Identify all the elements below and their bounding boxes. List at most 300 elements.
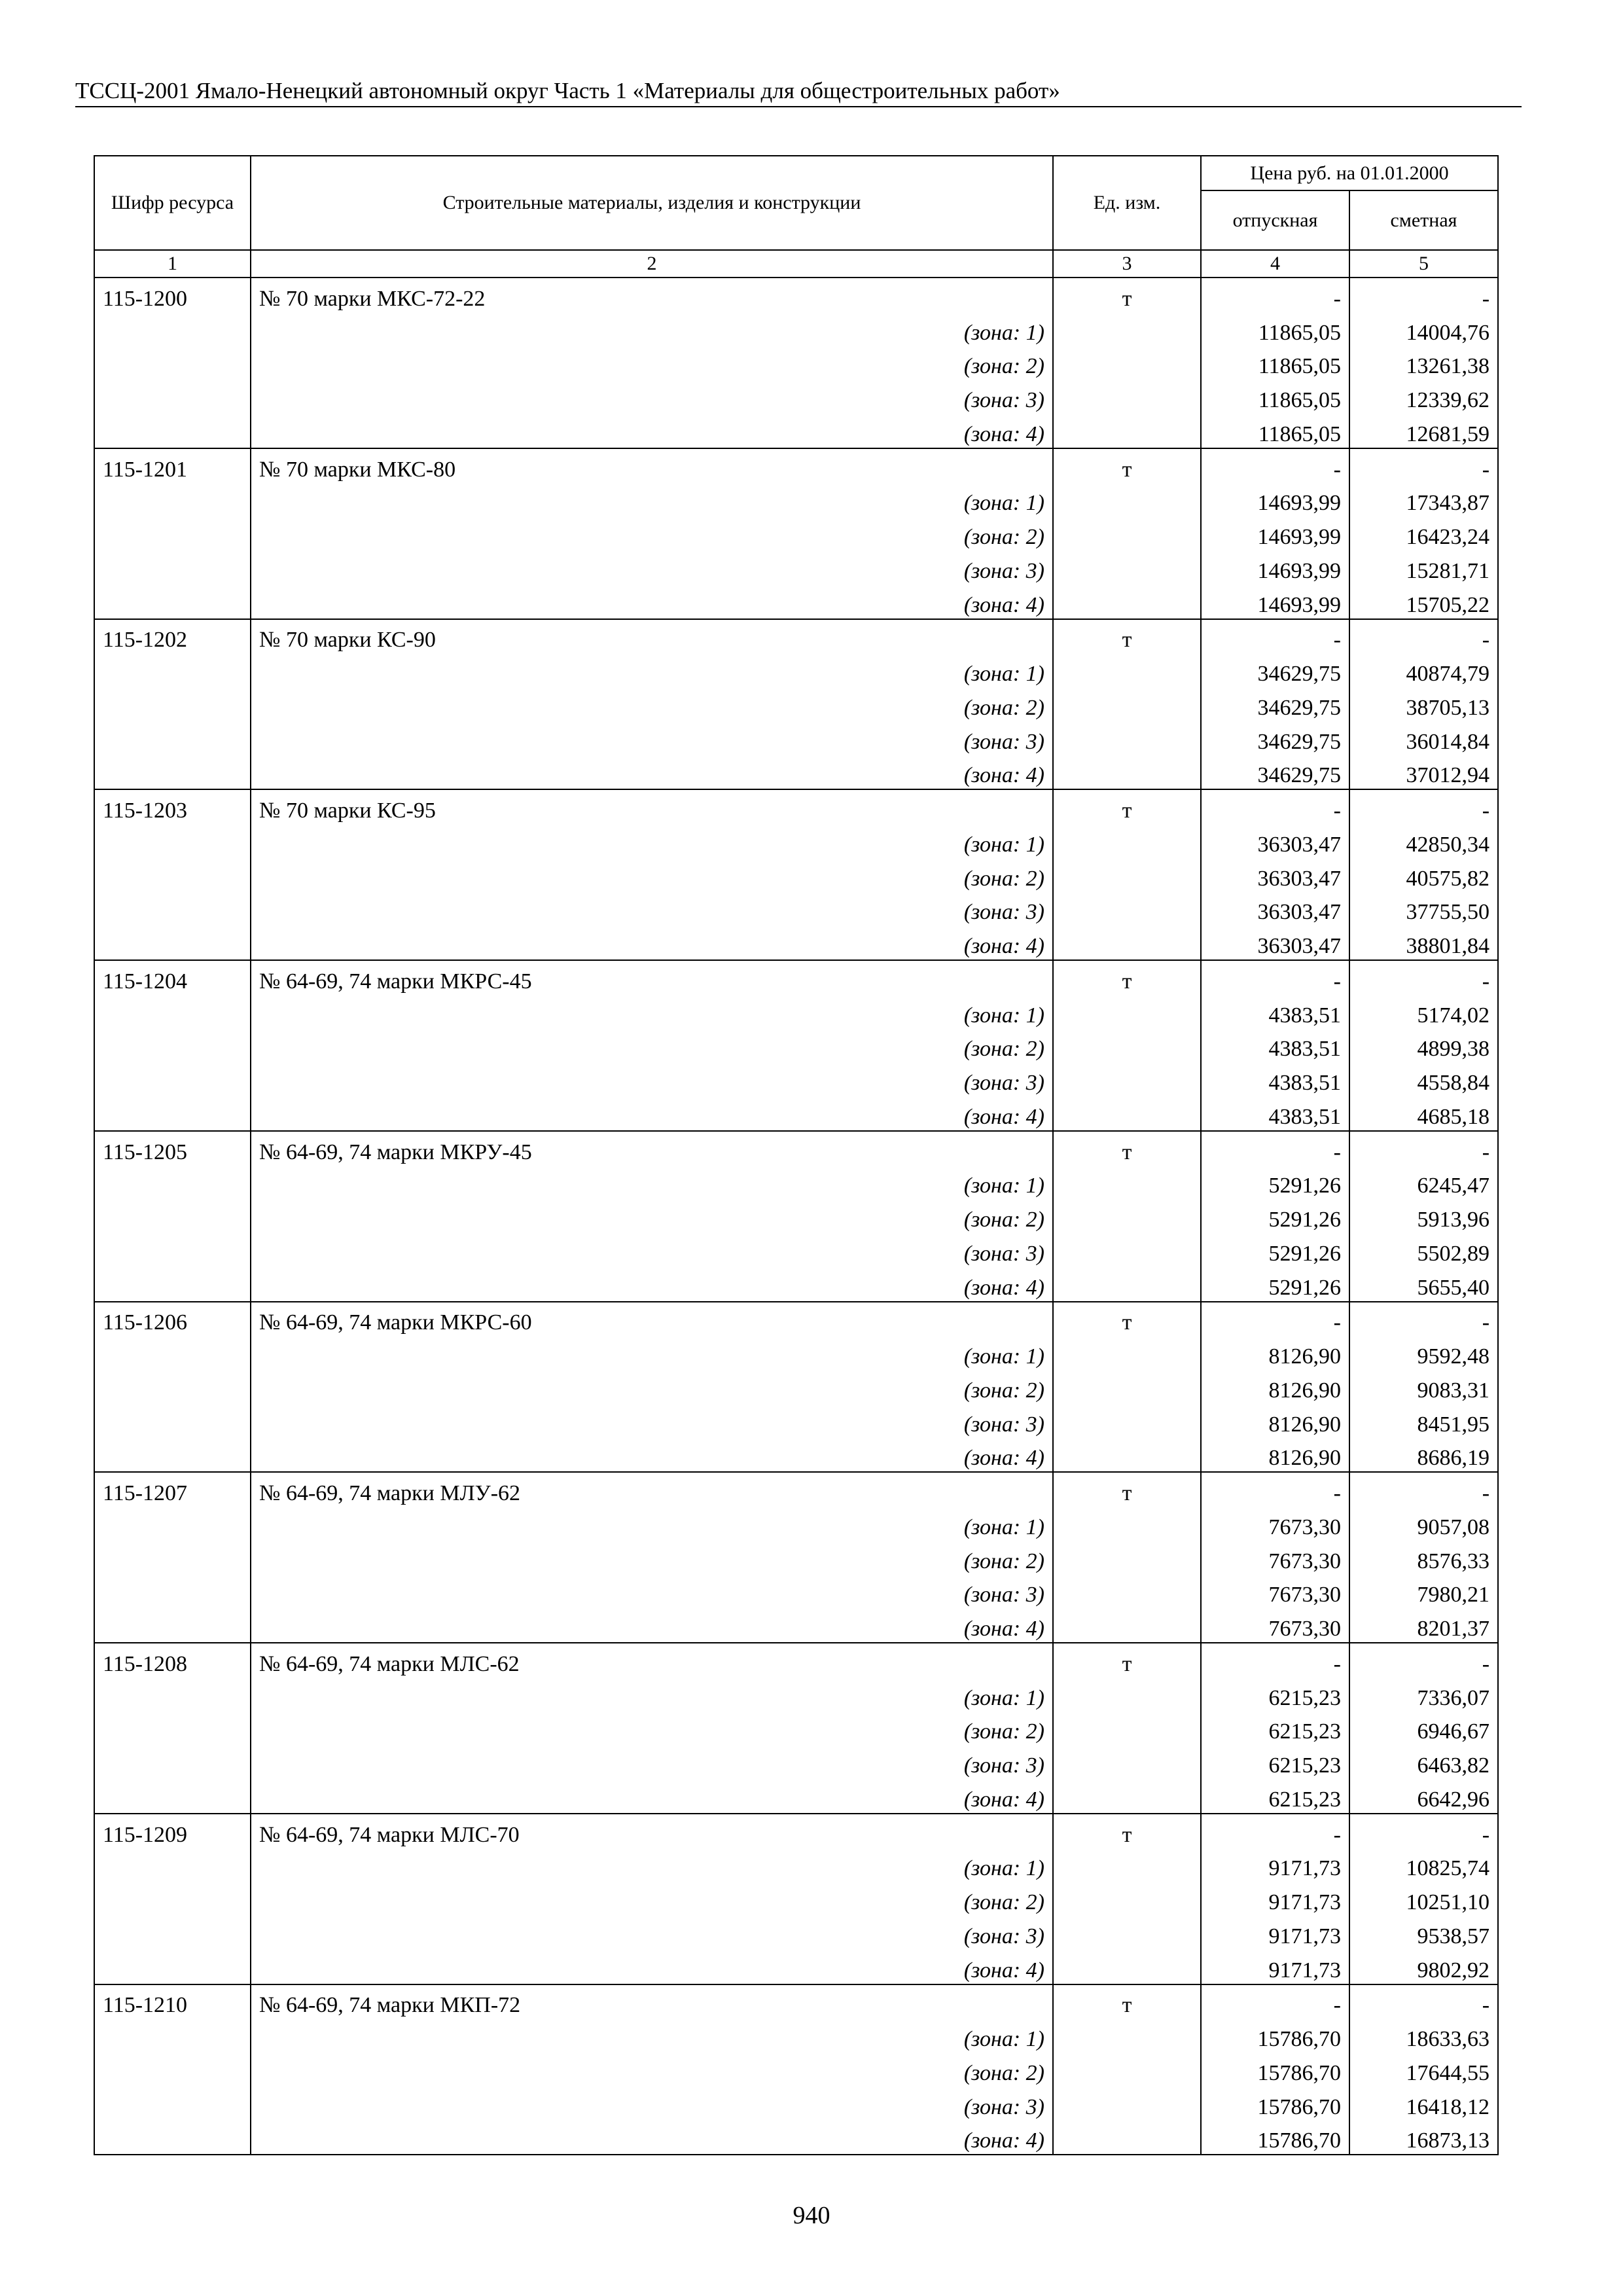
zone-label: (зона: 2) [251, 2053, 1053, 2087]
release-price: 7673,30 [1201, 1575, 1349, 1609]
zone-label: (зона: 1) [251, 1336, 1053, 1370]
zone-row [94, 1438, 1498, 1473]
zone-row [94, 721, 1498, 755]
item-row [94, 789, 1498, 824]
empty-cell [1053, 1267, 1201, 1302]
empty-cell [94, 653, 251, 687]
estimate-price: 9802,92 [1349, 1950, 1498, 1984]
zone-label: (зона: 2) [251, 516, 1053, 550]
material-name: № 64-69, 74 марки МЛС-70 [251, 1814, 1053, 1848]
empty-cell [1053, 1233, 1201, 1267]
empty-cell [94, 1745, 251, 1779]
estimate-price: 4899,38 [1349, 1029, 1498, 1063]
estimate-price: 6642,96 [1349, 1779, 1498, 1814]
estimate-price: 8576,33 [1349, 1541, 1498, 1575]
zone-label: (зона: 3) [251, 892, 1053, 926]
empty-cell [94, 687, 251, 721]
empty-cell [94, 1336, 251, 1370]
empty-cell [94, 2121, 251, 2155]
estimate-price: 4558,84 [1349, 1062, 1498, 1096]
zone-label: (зона: 4) [251, 1608, 1053, 1643]
unit-of-measure: т [1053, 1302, 1201, 1336]
zone-row [94, 1848, 1498, 1882]
release-price: 15786,70 [1201, 2087, 1349, 2121]
empty-cell [94, 755, 251, 790]
zone-row [94, 1950, 1498, 1984]
empty-cell [1053, 925, 1201, 960]
zone-row [94, 1029, 1498, 1063]
page-number: 940 [793, 2202, 830, 2229]
resource-code: 115-1200 [94, 278, 251, 312]
zone-label: (зона: 1) [251, 312, 1053, 346]
estimate-price: 9592,48 [1349, 1336, 1498, 1370]
zone-label: (зона: 1) [251, 483, 1053, 517]
release-price: 9171,73 [1201, 1950, 1349, 1984]
material-name: № 70 марки КС-90 [251, 619, 1053, 654]
estimate-price: 16423,24 [1349, 516, 1498, 550]
estimate-price: - [1349, 1131, 1498, 1166]
estimate-price: 15705,22 [1349, 584, 1498, 619]
empty-cell [94, 1267, 251, 1302]
estimate-price: 5913,96 [1349, 1199, 1498, 1233]
page-header: ТССЦ-2001 Ямало-Ненецкий автономный округ Часть 1 «Материалы для общестроительных работ» [75, 78, 1060, 103]
empty-cell [94, 1608, 251, 1643]
item-row [94, 1131, 1498, 1166]
estimate-price: 38705,13 [1349, 687, 1498, 721]
estimate-price: - [1349, 960, 1498, 995]
zone-label: (зона: 2) [251, 1712, 1053, 1746]
resource-code: 115-1205 [94, 1131, 251, 1166]
zone-row [94, 414, 1498, 448]
empty-cell [94, 2087, 251, 2121]
release-price: 15786,70 [1201, 2053, 1349, 2087]
resource-code: 115-1206 [94, 1302, 251, 1336]
zone-row [94, 1608, 1498, 1643]
zone-row [94, 1267, 1498, 1302]
column-header-release-price: отпускная [1201, 190, 1349, 250]
empty-cell [1053, 1166, 1201, 1200]
unit-of-measure: т [1053, 448, 1201, 483]
zone-label: (зона: 4) [251, 2121, 1053, 2155]
release-price: 4383,51 [1201, 1062, 1349, 1096]
empty-cell [1053, 2053, 1201, 2087]
zone-row [94, 2087, 1498, 2121]
empty-cell [1053, 1677, 1201, 1712]
empty-cell [1053, 1336, 1201, 1370]
unit-of-measure: т [1053, 789, 1201, 824]
empty-cell [94, 858, 251, 892]
empty-cell [1053, 346, 1201, 380]
zone-label: (зона: 3) [251, 1916, 1053, 1950]
empty-cell [1053, 1916, 1201, 1950]
empty-cell [94, 925, 251, 960]
empty-cell [94, 1507, 251, 1541]
empty-cell [94, 550, 251, 584]
zone-label: (зона: 2) [251, 346, 1053, 380]
estimate-price: 40575,82 [1349, 858, 1498, 892]
release-price: 5291,26 [1201, 1199, 1349, 1233]
item-row [94, 1302, 1498, 1336]
release-price: 8126,90 [1201, 1438, 1349, 1473]
empty-cell [1053, 483, 1201, 517]
item-row [94, 448, 1498, 483]
zone-label: (зона: 1) [251, 1677, 1053, 1712]
column-number: 5 [1349, 250, 1498, 278]
zone-row [94, 2018, 1498, 2053]
empty-cell [1053, 1029, 1201, 1063]
estimate-price: 14004,76 [1349, 312, 1498, 346]
column-header-price-group: Цена руб. на 01.01.2000 [1201, 156, 1498, 190]
release-price: 4383,51 [1201, 995, 1349, 1029]
empty-cell [94, 516, 251, 550]
resource-code: 115-1203 [94, 789, 251, 824]
item-row [94, 1643, 1498, 1677]
empty-cell [1053, 1882, 1201, 1916]
zone-row [94, 312, 1498, 346]
empty-cell [1053, 824, 1201, 858]
release-price: 8126,90 [1201, 1336, 1349, 1370]
zone-row [94, 1199, 1498, 1233]
release-price: - [1201, 278, 1349, 312]
empty-cell [1053, 414, 1201, 448]
release-price: 14693,99 [1201, 483, 1349, 517]
estimate-price: - [1349, 1472, 1498, 1507]
resource-code: 115-1207 [94, 1472, 251, 1507]
zone-label: (зона: 2) [251, 1370, 1053, 1404]
material-name: № 64-69, 74 марки МКРС-60 [251, 1302, 1053, 1336]
header-rule [75, 106, 1522, 107]
item-row [94, 1814, 1498, 1848]
zone-row [94, 1575, 1498, 1609]
unit-of-measure: т [1053, 1472, 1201, 1507]
estimate-price: 17343,87 [1349, 483, 1498, 517]
empty-cell [94, 414, 251, 448]
estimate-price: 16418,12 [1349, 2087, 1498, 2121]
empty-cell [1053, 1779, 1201, 1814]
zone-label: (зона: 3) [251, 1062, 1053, 1096]
zone-row [94, 687, 1498, 721]
empty-cell [94, 1677, 251, 1712]
material-name: № 70 марки МКС-80 [251, 448, 1053, 483]
zone-label: (зона: 4) [251, 584, 1053, 619]
estimate-price: - [1349, 1643, 1498, 1677]
resource-code: 115-1201 [94, 448, 251, 483]
release-price: 11865,05 [1201, 380, 1349, 414]
release-price: 36303,47 [1201, 824, 1349, 858]
zone-row [94, 2053, 1498, 2087]
zone-row [94, 1336, 1498, 1370]
release-price: - [1201, 448, 1349, 483]
empty-cell [94, 1575, 251, 1609]
unit-of-measure: т [1053, 1643, 1201, 1677]
release-price: 5291,26 [1201, 1267, 1349, 1302]
zone-label: (зона: 4) [251, 925, 1053, 960]
item-row [94, 1984, 1498, 2019]
empty-cell [1053, 312, 1201, 346]
release-price: 15786,70 [1201, 2018, 1349, 2053]
material-name: № 64-69, 74 марки МКП-72 [251, 1984, 1053, 2019]
estimate-price: 18633,63 [1349, 2018, 1498, 2053]
zone-label: (зона: 4) [251, 755, 1053, 790]
zone-label: (зона: 1) [251, 824, 1053, 858]
estimate-price: 38801,84 [1349, 925, 1498, 960]
empty-cell [1053, 1404, 1201, 1438]
estimate-price: 6463,82 [1349, 1745, 1498, 1779]
release-price: 36303,47 [1201, 858, 1349, 892]
estimate-price: 5502,89 [1349, 1233, 1498, 1267]
zone-row [94, 550, 1498, 584]
empty-cell [94, 1882, 251, 1916]
zone-row [94, 1233, 1498, 1267]
zone-label: (зона: 2) [251, 687, 1053, 721]
release-price: 11865,05 [1201, 414, 1349, 448]
estimate-price: - [1349, 448, 1498, 483]
zone-row [94, 995, 1498, 1029]
release-price: 7673,30 [1201, 1541, 1349, 1575]
estimate-price: 36014,84 [1349, 721, 1498, 755]
empty-cell [1053, 1541, 1201, 1575]
zone-label: (зона: 2) [251, 1541, 1053, 1575]
material-name: № 70 марки МКС-72-22 [251, 278, 1053, 312]
empty-cell [1053, 1438, 1201, 1473]
release-price: 8126,90 [1201, 1370, 1349, 1404]
zone-row [94, 755, 1498, 790]
empty-cell [94, 1199, 251, 1233]
release-price: 9171,73 [1201, 1916, 1349, 1950]
zone-row [94, 1166, 1498, 1200]
estimate-price: - [1349, 789, 1498, 824]
release-price: 7673,30 [1201, 1507, 1349, 1541]
zone-row [94, 824, 1498, 858]
item-row [94, 1472, 1498, 1507]
release-price: 6215,23 [1201, 1779, 1349, 1814]
zone-row [94, 925, 1498, 960]
zone-label: (зона: 4) [251, 414, 1053, 448]
column-number: 2 [251, 250, 1053, 278]
estimate-price: 5174,02 [1349, 995, 1498, 1029]
empty-cell [1053, 1507, 1201, 1541]
empty-cell [94, 1166, 251, 1200]
zone-label: (зона: 3) [251, 2087, 1053, 2121]
release-price: 8126,90 [1201, 1404, 1349, 1438]
empty-cell [1053, 1062, 1201, 1096]
unit-of-measure: т [1053, 960, 1201, 995]
empty-cell [94, 1848, 251, 1882]
empty-cell [94, 892, 251, 926]
empty-cell [94, 1062, 251, 1096]
zone-row [94, 1882, 1498, 1916]
estimate-price: - [1349, 1814, 1498, 1848]
estimate-price: 40874,79 [1349, 653, 1498, 687]
item-row [94, 619, 1498, 654]
column-header-unit: Ед. изм. [1053, 156, 1201, 250]
item-row [94, 960, 1498, 995]
zone-label: (зона: 3) [251, 1233, 1053, 1267]
zone-row [94, 1745, 1498, 1779]
estimate-price: 12339,62 [1349, 380, 1498, 414]
estimate-price: 12681,59 [1349, 414, 1498, 448]
estimate-price: - [1349, 1302, 1498, 1336]
zone-row [94, 892, 1498, 926]
zone-label: (зона: 3) [251, 1575, 1053, 1609]
material-name: № 64-69, 74 марки МКРС-45 [251, 960, 1053, 995]
release-price: 4383,51 [1201, 1029, 1349, 1063]
empty-cell [94, 1438, 251, 1473]
unit-of-measure: т [1053, 278, 1201, 312]
empty-cell [94, 1916, 251, 1950]
estimate-price: 16873,13 [1349, 2121, 1498, 2155]
zone-row [94, 1096, 1498, 1131]
estimate-price: 9057,08 [1349, 1507, 1498, 1541]
release-price: - [1201, 960, 1349, 995]
empty-cell [94, 1950, 251, 1984]
empty-cell [1053, 516, 1201, 550]
empty-cell [94, 1779, 251, 1814]
column-number: 1 [94, 250, 251, 278]
zone-label: (зона: 4) [251, 1438, 1053, 1473]
release-price: - [1201, 1131, 1349, 1166]
release-price: - [1201, 619, 1349, 654]
empty-cell [94, 1370, 251, 1404]
zone-row [94, 346, 1498, 380]
zone-row [94, 1404, 1498, 1438]
release-price: 34629,75 [1201, 687, 1349, 721]
column-number: 4 [1201, 250, 1349, 278]
release-price: - [1201, 1814, 1349, 1848]
empty-cell [1053, 1199, 1201, 1233]
zone-row [94, 1712, 1498, 1746]
zone-row [94, 1062, 1498, 1096]
release-price: 36303,47 [1201, 892, 1349, 926]
release-price: 6215,23 [1201, 1712, 1349, 1746]
release-price: 14693,99 [1201, 516, 1349, 550]
empty-cell [1053, 995, 1201, 1029]
empty-cell [94, 483, 251, 517]
zone-label: (зона: 1) [251, 1848, 1053, 1882]
release-price: 36303,47 [1201, 925, 1349, 960]
empty-cell [94, 1096, 251, 1131]
empty-cell [1053, 380, 1201, 414]
resource-code: 115-1209 [94, 1814, 251, 1848]
estimate-price: 42850,34 [1349, 824, 1498, 858]
release-price: 9171,73 [1201, 1848, 1349, 1882]
empty-cell [1053, 858, 1201, 892]
unit-of-measure: т [1053, 1131, 1201, 1166]
zone-row [94, 858, 1498, 892]
estimate-price: 8686,19 [1349, 1438, 1498, 1473]
estimate-price: 7980,21 [1349, 1575, 1498, 1609]
estimate-price: 10251,10 [1349, 1882, 1498, 1916]
estimate-price: 13261,38 [1349, 346, 1498, 380]
empty-cell [1053, 1848, 1201, 1882]
zone-row [94, 483, 1498, 517]
zone-label: (зона: 3) [251, 1404, 1053, 1438]
column-number: 3 [1053, 250, 1201, 278]
zone-label: (зона: 1) [251, 2018, 1053, 2053]
price-table [94, 155, 1499, 2155]
unit-of-measure: т [1053, 619, 1201, 654]
release-price: - [1201, 1643, 1349, 1677]
estimate-price: 17644,55 [1349, 2053, 1498, 2087]
release-price: 11865,05 [1201, 346, 1349, 380]
zone-row [94, 584, 1498, 619]
zone-row [94, 1677, 1498, 1712]
empty-cell [1053, 1370, 1201, 1404]
release-price: 9171,73 [1201, 1882, 1349, 1916]
empty-cell [1053, 2087, 1201, 2121]
release-price: 6215,23 [1201, 1745, 1349, 1779]
release-price: - [1201, 1302, 1349, 1336]
estimate-price: 7336,07 [1349, 1677, 1498, 1712]
empty-cell [94, 312, 251, 346]
zone-row [94, 1779, 1498, 1814]
zone-label: (зона: 3) [251, 550, 1053, 584]
empty-cell [1053, 1575, 1201, 1609]
empty-cell [94, 380, 251, 414]
empty-cell [94, 995, 251, 1029]
zone-label: (зона: 2) [251, 858, 1053, 892]
item-row [94, 278, 1498, 312]
table-header [94, 156, 1498, 278]
empty-cell [94, 2053, 251, 2087]
table-body [94, 278, 1498, 2155]
zone-row [94, 380, 1498, 414]
empty-cell [1053, 1712, 1201, 1746]
empty-cell [1053, 1950, 1201, 1984]
release-price: 4383,51 [1201, 1096, 1349, 1131]
empty-cell [1053, 892, 1201, 926]
empty-cell [1053, 1096, 1201, 1131]
estimate-price: 9538,57 [1349, 1916, 1498, 1950]
zone-label: (зона: 3) [251, 1745, 1053, 1779]
zone-row [94, 1507, 1498, 1541]
empty-cell [94, 584, 251, 619]
empty-cell [94, 1029, 251, 1063]
estimate-price: - [1349, 278, 1498, 312]
material-name: № 64-69, 74 марки МЛС-62 [251, 1643, 1053, 1677]
release-price: 14693,99 [1201, 584, 1349, 619]
empty-cell [1053, 1608, 1201, 1643]
empty-cell [94, 721, 251, 755]
empty-cell [1053, 550, 1201, 584]
zone-row [94, 653, 1498, 687]
estimate-price: - [1349, 1984, 1498, 2019]
release-price: - [1201, 1984, 1349, 2019]
zone-row [94, 2121, 1498, 2155]
release-price: 34629,75 [1201, 755, 1349, 790]
empty-cell [94, 824, 251, 858]
empty-cell [1053, 755, 1201, 790]
zone-row [94, 1916, 1498, 1950]
zone-row [94, 1370, 1498, 1404]
column-header-estimate-price: сметная [1349, 190, 1498, 250]
estimate-price: 8201,37 [1349, 1608, 1498, 1643]
resource-code: 115-1204 [94, 960, 251, 995]
zone-label: (зона: 4) [251, 1267, 1053, 1302]
zone-label: (зона: 2) [251, 1882, 1053, 1916]
zone-label: (зона: 3) [251, 721, 1053, 755]
release-price: - [1201, 1472, 1349, 1507]
empty-cell [1053, 2121, 1201, 2155]
column-header-name: Строительные материалы, изделия и конструкции [251, 156, 1053, 250]
empty-cell [1053, 2018, 1201, 2053]
empty-cell [94, 1712, 251, 1746]
empty-cell [1053, 584, 1201, 619]
empty-cell [94, 346, 251, 380]
estimate-price: 8451,95 [1349, 1404, 1498, 1438]
empty-cell [1053, 1745, 1201, 1779]
material-name: № 64-69, 74 марки МЛУ-62 [251, 1472, 1053, 1507]
